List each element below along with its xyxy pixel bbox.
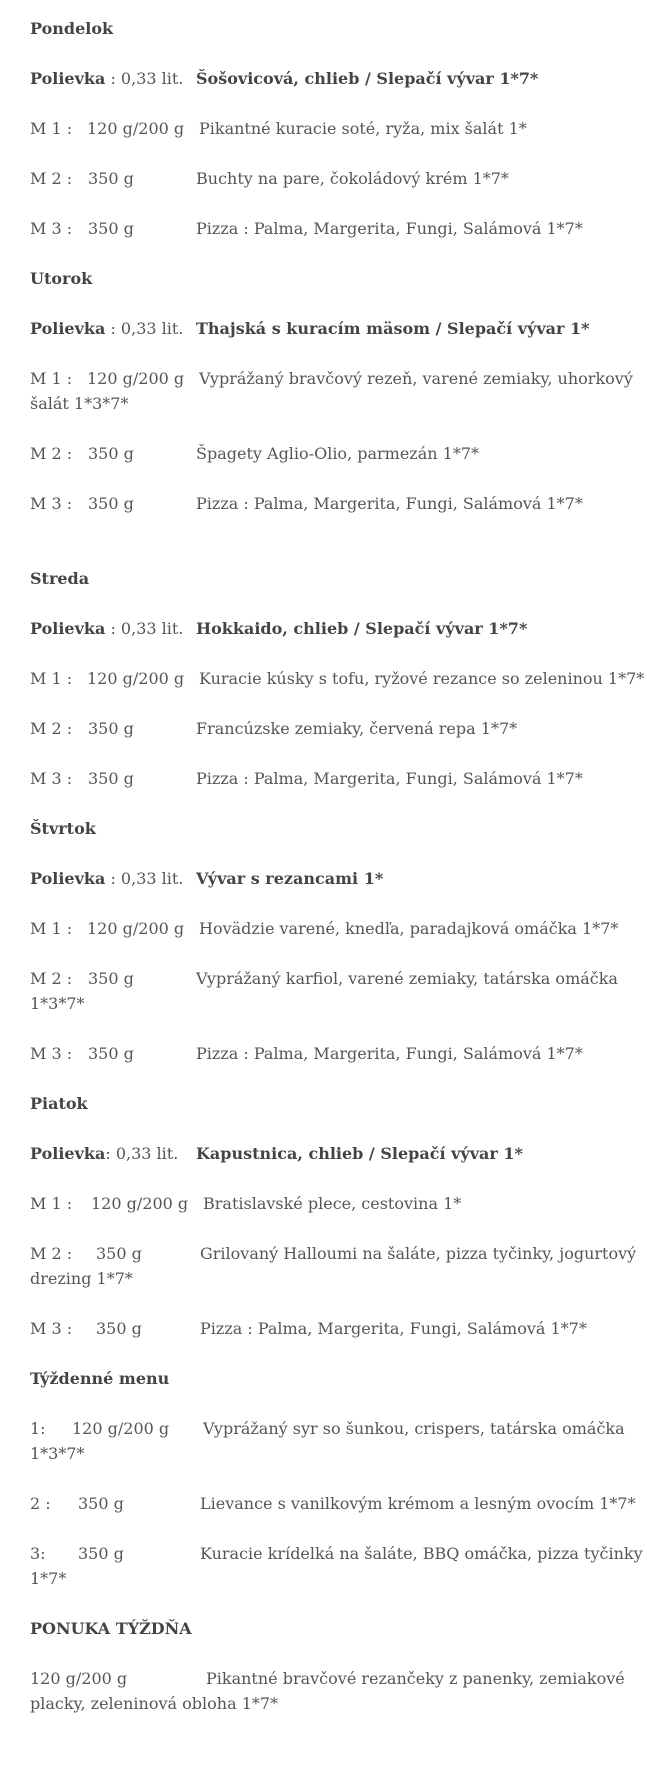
soup-size: : 0,33 lit. — [105, 869, 184, 888]
meal-code: M 3 : — [30, 494, 73, 513]
weekly-code: 2 : — [30, 1494, 51, 1513]
meal-name: Pizza : Palma, Margerita, Fungi, Salámová 1*7* — [196, 1044, 583, 1063]
meal-row — [30, 766, 583, 791]
meal-name: Kuracie kúsky s tofu, ryžové rezance so zeleninou 1*7* — [199, 669, 645, 688]
meal-code: M 3 : — [30, 769, 73, 788]
meal-row — [30, 366, 633, 391]
soup-size: : 0,33 lit. — [105, 1144, 179, 1163]
soup-row — [30, 316, 590, 341]
day-heading: Streda — [30, 569, 90, 588]
offer-name: Pikantné bravčové rezančeky z panenky, zemiakové — [206, 1669, 625, 1688]
meal-row — [30, 966, 618, 991]
weekly-code: 3: — [30, 1544, 46, 1563]
meal-row — [30, 441, 480, 466]
meal-name: Špagety Aglio-Olio, parmezán 1*7* — [196, 444, 480, 463]
meal-weight: 120 g/200 g — [87, 119, 185, 138]
meal-row — [30, 166, 509, 191]
meal-code: M 3 : — [30, 219, 73, 238]
weekly-menu-heading: Týždenné menu — [30, 1369, 170, 1388]
meal-weight: 350 g — [88, 494, 134, 513]
soup-label: Polievka — [30, 319, 106, 338]
weekly-row — [30, 1491, 636, 1516]
weekly-weight: 120 g/200 g — [72, 1419, 170, 1438]
meal-weight: 120 g/200 g — [87, 369, 185, 388]
soup-size: : 0,33 lit. — [105, 319, 184, 338]
meal-weight: 350 g — [88, 719, 134, 738]
offer-name-continued: placky, zeleninová obloha 1*7* — [30, 1694, 279, 1713]
meal-row — [30, 491, 583, 516]
meal-code: M 1 : — [30, 669, 73, 688]
soup-size: : 0,33 lit. — [105, 619, 184, 638]
meal-row — [30, 916, 619, 941]
meal-weight: 350 g — [88, 169, 134, 188]
weekly-name-continued: 1*7* — [30, 1569, 67, 1588]
meal-row — [30, 716, 518, 741]
soup-size: : 0,33 lit. — [105, 69, 184, 88]
meal-name: Pizza : Palma, Margerita, Fungi, Salámová 1*7* — [196, 219, 583, 238]
meal-code: M 1 : — [30, 1194, 73, 1213]
meal-name: Vyprážaný bravčový rezeň, varené zemiaky, uhorkový — [199, 369, 633, 388]
meal-name: Pikantné kuracie soté, ryža, mix šalát 1* — [199, 119, 527, 138]
meal-code: M 3 : — [30, 1044, 73, 1063]
meal-name-continued: šalát 1*3*7* — [30, 394, 129, 413]
meal-name: Buchty na pare, čokoládový krém 1*7* — [196, 169, 509, 188]
meal-row — [30, 1241, 637, 1266]
meal-code: M 2 : — [30, 169, 73, 188]
weekly-row — [30, 1541, 643, 1566]
meal-name: Vyprážaný karfiol, varené zemiaky, tatárska omáčka — [196, 969, 618, 988]
soup-label: Polievka — [30, 69, 106, 88]
meal-row — [30, 216, 583, 241]
meal-row — [30, 1316, 587, 1341]
soup-row — [30, 616, 528, 641]
soup-row — [30, 66, 539, 91]
meal-code: M 2 : — [30, 444, 73, 463]
weekly-name: Vyprážaný syr so šunkou, crispers, tatárska omáčka — [203, 1419, 625, 1438]
soup-label: Polievka — [30, 619, 106, 638]
meal-weight: 350 g — [88, 1044, 134, 1063]
weekly-offer-heading: PONUKA TÝŽDŇA — [30, 1619, 192, 1638]
meal-name: Bratislavské plece, cestovina 1* — [203, 1194, 462, 1213]
meal-weight: 350 g — [96, 1244, 142, 1263]
weekly-weight: 350 g — [78, 1544, 124, 1563]
meal-name-continued: drezing 1*7* — [30, 1269, 133, 1288]
weekly-code: 1: — [30, 1419, 46, 1438]
day-heading: Piatok — [30, 1094, 88, 1113]
day-heading: Pondelok — [30, 19, 114, 38]
soup-label: Polievka — [30, 1144, 106, 1163]
soup-row — [30, 866, 384, 891]
meal-weight: 120 g/200 g — [87, 919, 185, 938]
meal-weight: 350 g — [88, 969, 134, 988]
meal-name-continued: 1*3*7* — [30, 994, 85, 1013]
soup-name: Kapustnica, chlieb / Slepačí vývar 1* — [196, 1144, 523, 1163]
meal-name: Hovädzie varené, knedľa, paradajková omáčka 1*7* — [199, 919, 619, 938]
meal-name: Grilovaný Halloumi na šaláte, pizza tyčinky, jogurtový — [200, 1244, 637, 1263]
meal-weight: 120 g/200 g — [91, 1194, 189, 1213]
meal-code: M 1 : — [30, 369, 73, 388]
weekly-weight: 350 g — [78, 1494, 124, 1513]
soup-name: Thajská s kuracím mäsom / Slepačí vývar 1* — [196, 319, 590, 338]
soup-label: Polievka — [30, 869, 106, 888]
meal-row — [30, 666, 645, 691]
weekly-name: Kuracie krídelká na šaláte, BBQ omáčka, pizza tyčinky — [200, 1544, 643, 1563]
weekly-name: Lievance s vanilkovým krémom a lesným ovocím 1*7* — [200, 1494, 636, 1513]
soup-row — [30, 1141, 523, 1166]
meal-name: Pizza : Palma, Margerita, Fungi, Salámová 1*7* — [196, 494, 583, 513]
meal-row — [30, 1041, 583, 1066]
day-heading: Štvrtok — [30, 819, 96, 838]
meal-code: M 1 : — [30, 919, 73, 938]
meal-code: M 3 : — [30, 1319, 73, 1338]
offer-row — [30, 1666, 625, 1691]
meal-weight: 350 g — [88, 769, 134, 788]
meal-code: M 2 : — [30, 1244, 73, 1263]
meal-name: Pizza : Palma, Margerita, Fungi, Salámová 1*7* — [200, 1319, 587, 1338]
meal-row — [30, 1191, 462, 1216]
meal-weight: 350 g — [96, 1319, 142, 1338]
meal-weight: 350 g — [88, 444, 134, 463]
weekly-row — [30, 1416, 625, 1441]
meal-weight: 120 g/200 g — [87, 669, 185, 688]
meal-code: M 2 : — [30, 969, 73, 988]
soup-name: Vývar s rezancami 1* — [196, 869, 384, 888]
meal-row — [30, 116, 527, 141]
meal-code: M 2 : — [30, 719, 73, 738]
meal-name: Francúzske zemiaky, červená repa 1*7* — [196, 719, 518, 738]
meal-weight: 350 g — [88, 219, 134, 238]
offer-weight: 120 g/200 g — [30, 1669, 128, 1688]
weekly-name-continued: 1*3*7* — [30, 1444, 85, 1463]
soup-name: Hokkaido, chlieb / Slepačí vývar 1*7* — [196, 619, 528, 638]
day-heading: Utorok — [30, 269, 93, 288]
meal-code: M 1 : — [30, 119, 73, 138]
soup-name: Šošovicová, chlieb / Slepačí vývar 1*7* — [196, 69, 539, 88]
meal-name: Pizza : Palma, Margerita, Fungi, Salámová 1*7* — [196, 769, 583, 788]
